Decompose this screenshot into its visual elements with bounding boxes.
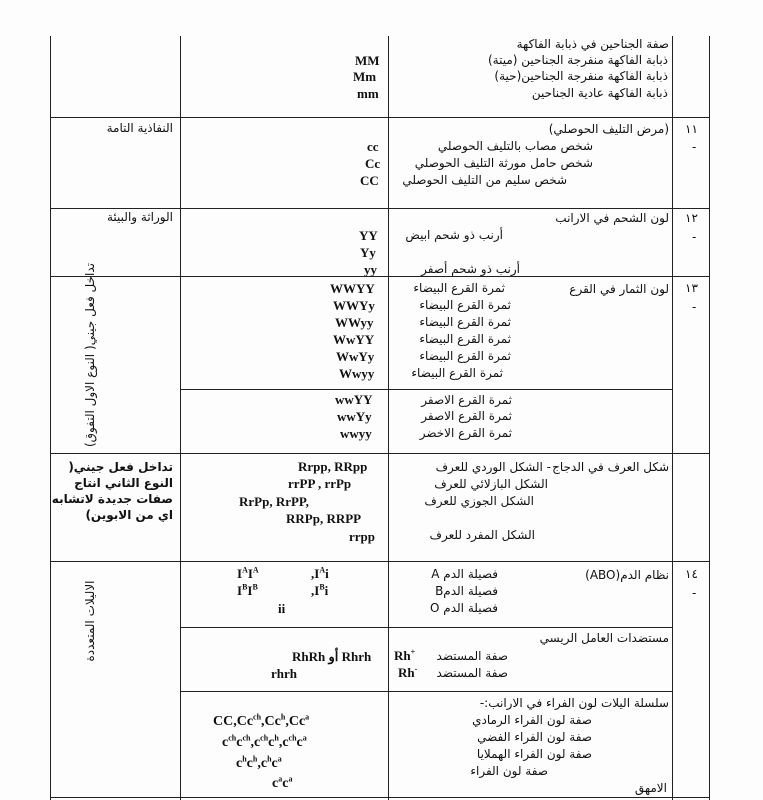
cf-genotype: CC xyxy=(360,173,379,188)
col-divider-genotype xyxy=(388,36,389,800)
abo-title: نظام الدم(ABO) xyxy=(585,568,669,582)
coat-phenotype: صفة لون الفراء الرمادي xyxy=(472,713,592,727)
row-number: ١٢ xyxy=(685,211,698,225)
row-divider xyxy=(50,208,710,209)
squash-white-label: ثمرة القرع البيضاء xyxy=(419,332,511,346)
row-number: ١٣ xyxy=(685,281,698,295)
abo-phenotype: فصيلة الدم A xyxy=(431,567,498,581)
wings-title: صفة الجناحين في ذبابة الفاكهة xyxy=(516,37,669,51)
row-dash: - xyxy=(692,230,697,244)
fat-genotype: YY xyxy=(359,228,378,243)
wings-phenotype: ذبابة الفاكهة منفرجة الجناحين(حية) xyxy=(494,69,668,83)
comb-concept: تداخل فعل جيني( النوع الثاني انتاج صفات جديدة لاتشابه اي من الابوين) xyxy=(51,460,173,522)
abo-phenotype: فصيلة الدمB xyxy=(435,584,498,598)
comb-genotype: Rrpp, RRpp xyxy=(298,459,368,474)
squash-green-label: ثمرة القرع الاخضر xyxy=(419,426,512,440)
coat-genotype: $CC,Cc^{ch},Cc^h,Cc^a$ xyxy=(213,712,310,729)
abo-genotype-A: $I^AI^A$ xyxy=(237,565,259,581)
row-divider-partial xyxy=(180,389,672,390)
comb-phenotype: الشكل المفرد للعرف xyxy=(429,528,535,542)
row-divider xyxy=(50,561,710,562)
fat-concept: الوراثة والبيئة xyxy=(107,210,173,224)
rh-title: مستضدات العامل الريسي xyxy=(539,631,669,645)
cf-genotype: cc xyxy=(367,139,379,154)
row-divider xyxy=(50,117,710,118)
squash-white-label: ثمرة القرع البيضاء xyxy=(419,298,511,312)
fat-phenotype: أرنب ذو شحم أصفر xyxy=(421,262,520,276)
coat-phenotype: الامهق xyxy=(634,781,667,795)
abo-phenotype: فصيلة الدم O xyxy=(430,601,498,615)
cf-phenotype: شخص مصاب بالتليف الحوصلي xyxy=(437,139,593,153)
comb-genotype: RRPp, RRPP xyxy=(286,511,362,526)
squash-genotype: WWyy xyxy=(335,315,374,330)
rh-genotype: rhrh xyxy=(271,666,297,681)
squash-title: لون الثمار في القرع xyxy=(569,282,669,296)
cf-phenotype: شخص حامل مورثة التليف الحوصلي xyxy=(414,156,593,170)
coat-title: سلسلة اليلات لون الفراء في الارانب:- xyxy=(479,696,669,710)
wings-genotype: mm xyxy=(357,86,379,101)
table-border-bottom xyxy=(50,797,710,798)
wings-genotype: Mm xyxy=(353,69,377,84)
wings-phenotype: ذبابة الفاكهة منفرجة الجناحين (ميتة) xyxy=(487,53,668,67)
rh-phenotype: صفة المستضد xyxy=(436,649,508,663)
squash-genotype: WWYy xyxy=(333,298,375,313)
fat-genotype: Yy xyxy=(360,245,376,260)
squash-yellow-label: ثمرة القرع الاصفر xyxy=(421,393,512,407)
comb-phenotype: - الشكل الوردي للعرف xyxy=(435,460,551,474)
coat-genotype: $c^hc^h,c^hc^a$ xyxy=(236,754,282,771)
row-divider-partial xyxy=(180,627,672,628)
cf-concept: النفاذية التامة xyxy=(106,121,173,135)
squash-genotype: wwYY xyxy=(335,392,373,407)
coat-phenotype: صفة لون الفراء xyxy=(470,764,548,778)
wings-genotype: MM xyxy=(355,53,380,68)
row-divider xyxy=(50,276,710,277)
rh-phenotype: صفة المستضد xyxy=(436,666,508,680)
row-divider-partial xyxy=(180,691,672,692)
squash-white-label: ثمرة القرع البيضاء xyxy=(419,349,511,363)
abo-concept: الاليلات المتعددة xyxy=(83,580,97,662)
fat-phenotype: أرنب ذو شحم ابيض xyxy=(405,228,503,242)
squash-genotype: WWYY xyxy=(330,281,375,296)
rh-positive: Rh+ xyxy=(394,647,416,663)
squash-genotype: wwyy xyxy=(340,426,372,441)
cf-genotype: Cc xyxy=(365,156,381,171)
row-dash: - xyxy=(692,140,697,154)
comb-phenotype: الشكل البازلائي للعرف xyxy=(434,477,548,491)
abo-genotype-Bi: $,I^Bi$ xyxy=(311,582,329,598)
squash-genotype: wwYy xyxy=(337,409,372,424)
row-number: ١٤ xyxy=(685,567,698,581)
cf-phenotype: شخص سليم من التليف الحوصلي xyxy=(402,173,567,187)
wings-phenotype: ذبابة الفاكهة عادية الجناحين xyxy=(531,86,668,100)
row-number: ١١ xyxy=(685,122,698,136)
table-border-left xyxy=(50,36,51,800)
cf-title: (مرض التليف الحوصلي) xyxy=(548,122,669,136)
col-divider-concept xyxy=(180,36,181,800)
table-border-right xyxy=(709,36,710,800)
row-divider xyxy=(50,453,710,454)
coat-phenotype: صفة لون الفراء الهملايا xyxy=(476,747,592,761)
squash-white-label: ثمرة القرع البيضاء xyxy=(419,315,511,329)
comb-genotype: rrPP , rrPp xyxy=(288,476,352,491)
comb-genotype: RrPp, RrPP, xyxy=(239,494,309,509)
comb-genotype: rrpp xyxy=(349,529,375,544)
coat-genotype: $c^ac^a$ xyxy=(272,774,293,791)
squash-genotype: WwYy xyxy=(336,349,375,364)
row-dash: - xyxy=(692,586,697,600)
row-dash: - xyxy=(692,300,697,314)
squash-genotype: WwYY xyxy=(333,332,375,347)
abo-genotype-Ai: $,I^Ai$ xyxy=(311,565,329,581)
rh-genotype: RhRh أو Rhrh xyxy=(292,649,372,664)
col-divider-number xyxy=(672,36,673,800)
fat-title: لون الشحم في الارانب xyxy=(555,211,669,225)
coat-phenotype: صفة لون الفراء الفضي xyxy=(477,730,592,744)
coat-genotype: $c^{ch}c^{ch},c^{ch}c^h,c^{ch}c^a$ xyxy=(222,733,307,750)
fat-genotype: yy xyxy=(364,262,377,277)
comb-title: شكل العرف في الدجاج xyxy=(552,460,669,474)
comb-phenotype: الشكل الجوزي للعرف xyxy=(424,494,534,508)
rh-negative: Rh- xyxy=(398,664,418,680)
squash-white-label: ثمرة القرع البيضاء xyxy=(413,281,505,295)
squash-concept: تداخل فعل جيني( النوع الاول التفوق) xyxy=(83,262,97,448)
squash-genotype: Wwyy xyxy=(339,366,375,381)
squash-white-label: ثمرة القرع البيضاء xyxy=(411,366,503,380)
abo-genotype-O: ii xyxy=(278,601,286,616)
abo-genotype-B: $I^BI^B$ xyxy=(237,582,258,598)
squash-yellow-label: ثمرة القرع الاصفر xyxy=(421,409,512,423)
